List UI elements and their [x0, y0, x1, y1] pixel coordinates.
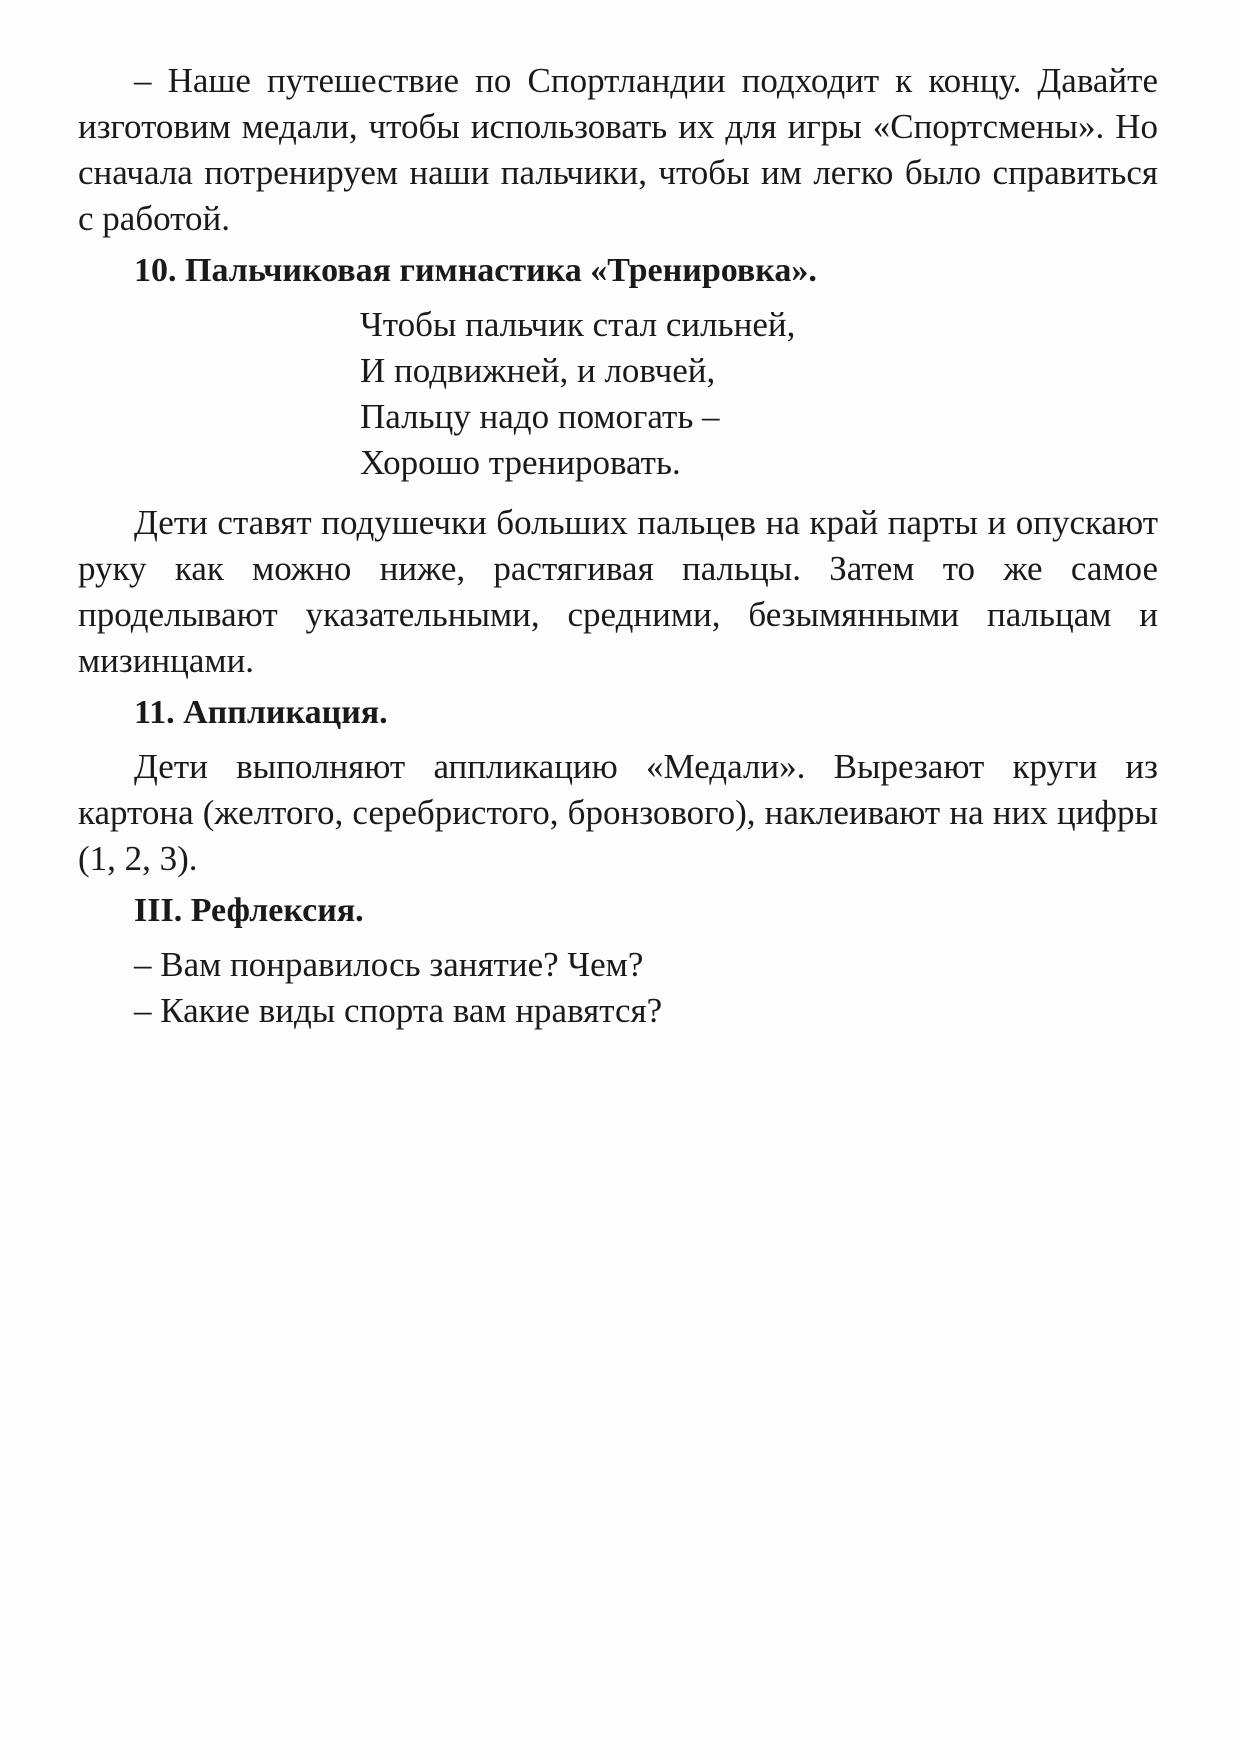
- poem: [360, 302, 1158, 486]
- poem-line: Пальцу надо помогать –: [360, 397, 720, 436]
- section-10-paragraph: Дети ставят подушечки больших пальцев на край парты и опускают руку как можно ниже, растягивая пальцы. Затем то же самое проделывают указательными, средними, безымянными пальцам и мизинцами.: [78, 503, 1158, 680]
- reflection-question: – Какие виды спорта вам нравятся?: [134, 991, 663, 1030]
- poem-line: И подвижней, и ловчей,: [360, 351, 716, 390]
- section-11-heading: 11. Аппликация.: [134, 694, 388, 731]
- reflection-question: – Вам понравилось занятие? Чем?: [134, 945, 644, 984]
- poem-line: Чтобы пальчик стал сильней,: [360, 305, 796, 344]
- poem-line: Хорошо тренировать.: [360, 443, 681, 482]
- page-content: [78, 58, 1158, 1034]
- intro-paragraph: – Наше путешествие по Спортландии подходит к концу. Давайте изготовим медали, чтобы использовать их для игры «Спортсмены». Но сначала потренируем наши пальчики, чтобы им легко было справиться с работой.: [78, 61, 1158, 238]
- reflection-heading: III. Рефлексия.: [134, 892, 364, 929]
- section-11-paragraph: Дети выполняют аппликацию «Медали». Вырезают круги из картона (желтого, серебристого, бронзового), наклеивают на них цифры (1, 2, 3).: [78, 747, 1158, 878]
- section-10-heading: 10. Пальчиковая гимнастика «Тренировка».: [134, 252, 817, 289]
